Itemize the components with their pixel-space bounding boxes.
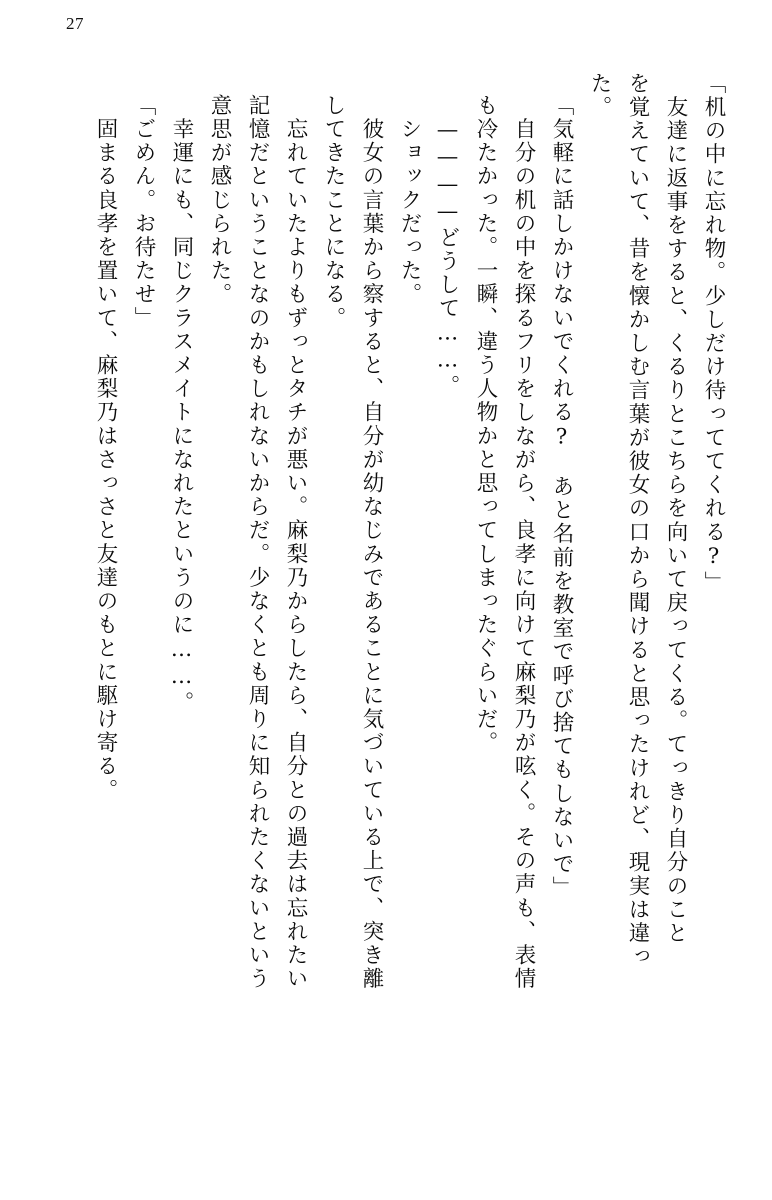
text-column: 記憶だということなのかもしれないからだ。少なくとも周りに知られたくないという [245,94,270,991]
text-column: 彼女の言葉から察すると、自分が幼なじみであることに気づいている上で、突き離 [359,94,384,991]
vertical-text-body [48,72,724,1160]
text-column: 「机の中に忘れ物。少しだけ待っててくれる?」 [701,72,726,595]
text-column: も冷たかった。一瞬、違う人物かと思ってしまったぐらいだ。 [473,94,498,755]
text-column: 意思が感じられた。 [207,94,232,307]
page-number: 27 [66,14,84,33]
text-column: を覚えていて、昔を懐かしむ言葉が彼女の口から聞けると思ったけれど、現実は違っ [625,72,650,969]
text-column: 「ごめん。お待たせ」 [131,94,156,330]
text-column: た。 [587,72,612,120]
text-column: 固まる良孝を置いて、麻梨乃はさっさと友達のもとに駆け寄る。 [93,94,118,802]
text-column: 「気軽に話しかけないでくれる? あと名前を教室で呼び捨てもしないで」 [549,94,574,900]
text-column: 忘れていたよりもずっとタチが悪い。麻梨乃からしたら、自分との過去は忘れたい [283,94,308,991]
text-column: 友達に返事をすると、くるりとこちらを向いて戻ってくる。てっきり自分のこと [663,72,688,946]
text-column: してきたことになる。 [321,94,346,330]
text-column: 自分の机の中を探るフリをしながら、良孝に向けて麻梨乃が呟く。その声も、表情 [511,94,536,991]
text-column: ————どうして……。 [435,94,460,399]
text-column: ショックだった。 [397,94,422,307]
text-column: 幸運にも、同じクラスメイトになれたというのに……。 [169,94,194,715]
